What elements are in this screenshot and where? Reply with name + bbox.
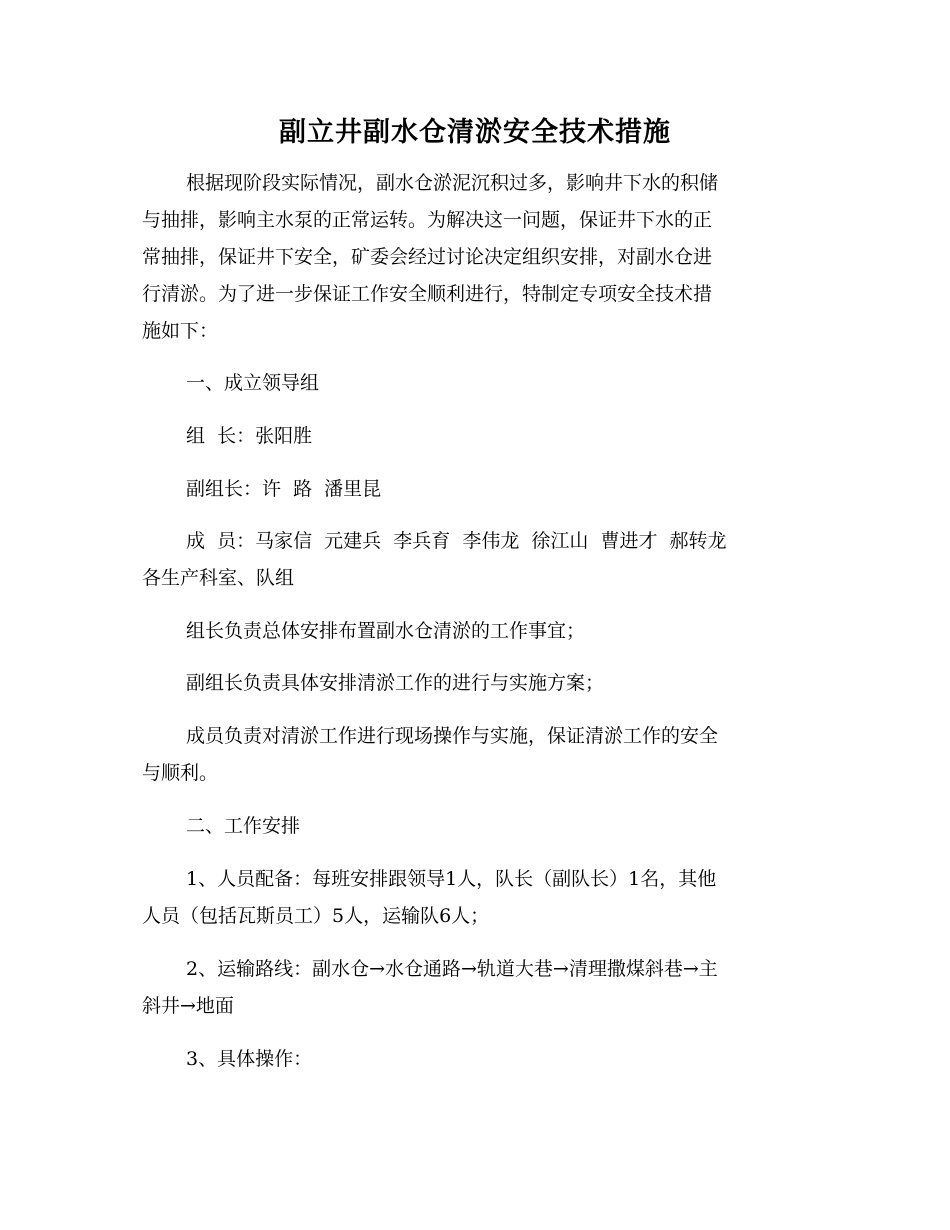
duty-deputy bbox=[142, 665, 806, 702]
deputy-leader-line bbox=[142, 471, 806, 508]
members-line: 成 员：马家信 元建兵 李兵育 李伟龙 徐江山 曹进才 郝转龙 bbox=[186, 530, 727, 552]
duty-leader bbox=[142, 613, 806, 650]
item-1-paragraph bbox=[142, 861, 806, 935]
document-title: 副立井副水仓清淤安全技术措施 bbox=[279, 117, 671, 148]
section-heading-text: 一、成立领导组 bbox=[186, 372, 320, 394]
item-1-line: 人员（包括瓦斯员工）5人，运输队6人； bbox=[142, 905, 490, 927]
item-1-line: 1、人员配备：每班安排跟领导1人，队长（副队长）1名，其他 bbox=[186, 868, 717, 890]
section-heading-2 bbox=[142, 808, 806, 845]
leader-line bbox=[142, 418, 806, 455]
duty-members-line: 与顺利。 bbox=[142, 762, 219, 784]
item-3-text: 3、具体操作： bbox=[186, 1048, 313, 1070]
intro-line: 常抽排，保证井下安全，矿委会经过讨论决定组织安排，对副水仓进 bbox=[142, 246, 713, 268]
section-heading-1 bbox=[142, 365, 806, 402]
members-line: 各生产科室、队组 bbox=[142, 567, 295, 589]
intro-line: 与抽排，影响主水泵的正常运转。为解决这一问题，保证井下水的正 bbox=[142, 209, 713, 231]
members-paragraph bbox=[142, 523, 806, 597]
duty-members-paragraph bbox=[142, 718, 806, 792]
intro-line: 根据现阶段实际情况，副水仓淤泥沉积过多，影响井下水的积储 bbox=[186, 172, 719, 194]
intro-line: 行清淤。为了进一步保证工作安全顺利进行，特制定专项安全技术措 bbox=[142, 283, 713, 305]
deputy-leader-text: 副组长：许 路 潘里昆 bbox=[186, 478, 382, 500]
item-3-paragraph bbox=[142, 1041, 806, 1078]
item-2-line: 斜井→地面 bbox=[142, 995, 234, 1017]
item-2-paragraph bbox=[142, 951, 806, 1025]
duty-deputy-text: 副组长负责具体安排清淤工作的进行与实施方案； bbox=[186, 672, 605, 694]
intro-line: 施如下： bbox=[142, 320, 219, 342]
leader-text: 组 长：张阳胜 bbox=[186, 425, 313, 447]
duty-members-line: 成员负责对清淤工作进行现场操作与实施，保证清淤工作的安全 bbox=[186, 725, 719, 747]
duty-leader-text: 组长负责总体安排布置副水仓清淤的工作事宜； bbox=[186, 620, 586, 642]
section-heading-text: 二、工作安排 bbox=[186, 815, 301, 837]
item-2-line: 2、运输路线：副水仓→水仓通路→轨道大巷→清理撒煤斜巷→主 bbox=[186, 958, 718, 980]
intro-paragraph bbox=[142, 165, 806, 350]
